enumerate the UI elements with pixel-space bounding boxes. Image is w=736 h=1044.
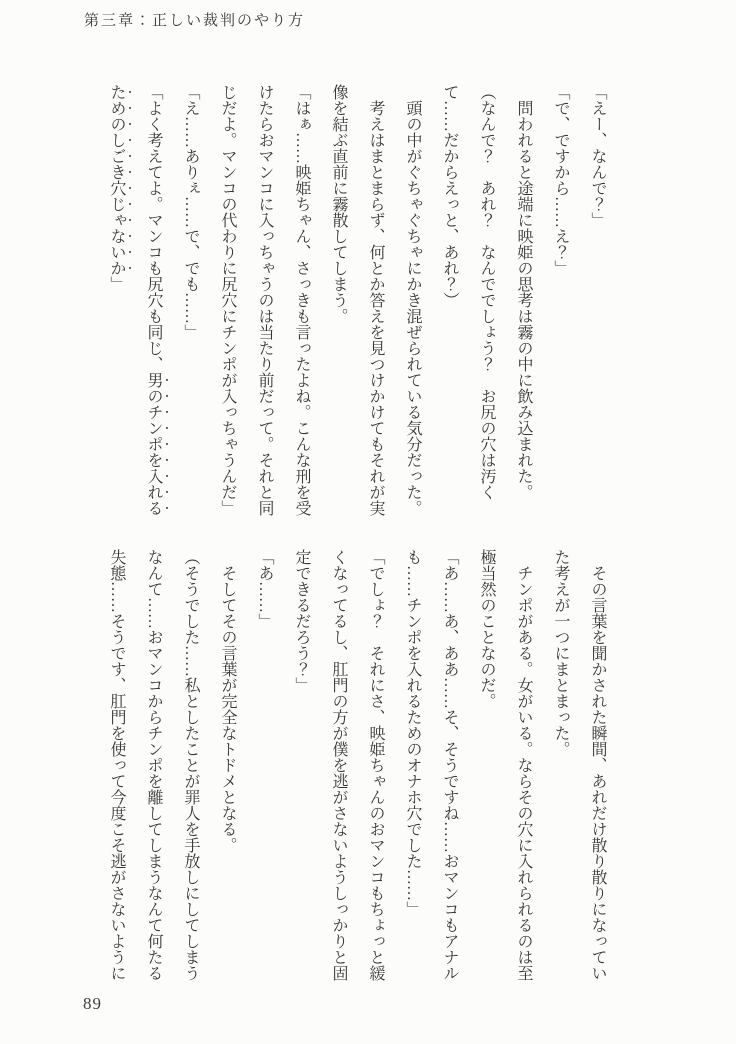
emphasized-text: 男のチンポを入れるためのしごき穴じゃないか (108, 84, 162, 516)
paragraph-dialogue: 「あ……」 (256, 549, 273, 629)
chapter-header: 第三章：正しい裁判のやり方 (84, 13, 306, 29)
text-block-bottom (98, 549, 616, 981)
paragraph-narrative: その言葉を聞かされた瞬間、あれだけ散り散りになっていた考えが一つにまとまった。 (552, 549, 606, 981)
page-number: 89 (83, 994, 102, 1013)
paragraph-narrative: 考えはまとまらず、何とか答えを見つけかけてもそれが実像を結ぶ直前に霧散してしまう。 (330, 84, 384, 516)
paragraph-dialogue: 「あ……あ、ああ……そ、そうですね……おマンコもアナルも……チンポを入れるためのオナホ穴でした……」 (404, 549, 458, 981)
paragraph-narrative: 頭の中がぐちゃぐちゃにかき混ぜられている気分だった。 (404, 100, 421, 516)
paragraph-dialogue: 「はぁ……映姫ちゃん、さっきも言ったよね。こんな刑を受けたらおマンコに入っちゃうのは当たり前だって。それと同じだよ。マンコの代わりに尻穴にチンポが入っちゃうんだ」 (219, 84, 310, 516)
paragraph-thought: （なんで？ あれ？ なんででしょう？ お尻の穴は汚くて……だからえっと、あれ？） (441, 84, 495, 500)
text-block-top (98, 84, 616, 516)
paragraph-narrative: そしてその言葉が完全なトドメとなる。 (219, 565, 236, 853)
paragraph-narrative: 問われると途端に映姫の思考は霧の中に飲み込まれた。 (515, 100, 532, 500)
paragraph-dialogue: 「でしょ？ それにさ、映姫ちゃんのおマンコもちょっと緩くなってるし、肛門の方が僕を逃がさないようしっかりと固定できるだろう？」 (293, 549, 384, 981)
paragraph-narrative: チンポがある。女がいる。ならその穴に入れられるのは至極当然のことなのだ。 (478, 549, 532, 981)
paragraph-dialogue: 「よく考えてよ。マンコも尻穴も同じ、男のチンポを入れるためのしごき穴じゃないか」 (108, 84, 162, 516)
paragraph-dialogue: 「え……ありぇ……で、でも……」 (182, 84, 199, 340)
paragraph-thought: （そうでした……私としたことが罪人を手放しにしてしまうなんて……おマンコからチンポを離してしまうなんて何たる失態……そうです、肛門を使って今度こそ逃がさないように (108, 549, 199, 981)
paragraph-dialogue: 「えー、なんで？」 (589, 84, 606, 228)
paragraph-dialogue: 「で、ですから……え？」 (552, 84, 569, 276)
